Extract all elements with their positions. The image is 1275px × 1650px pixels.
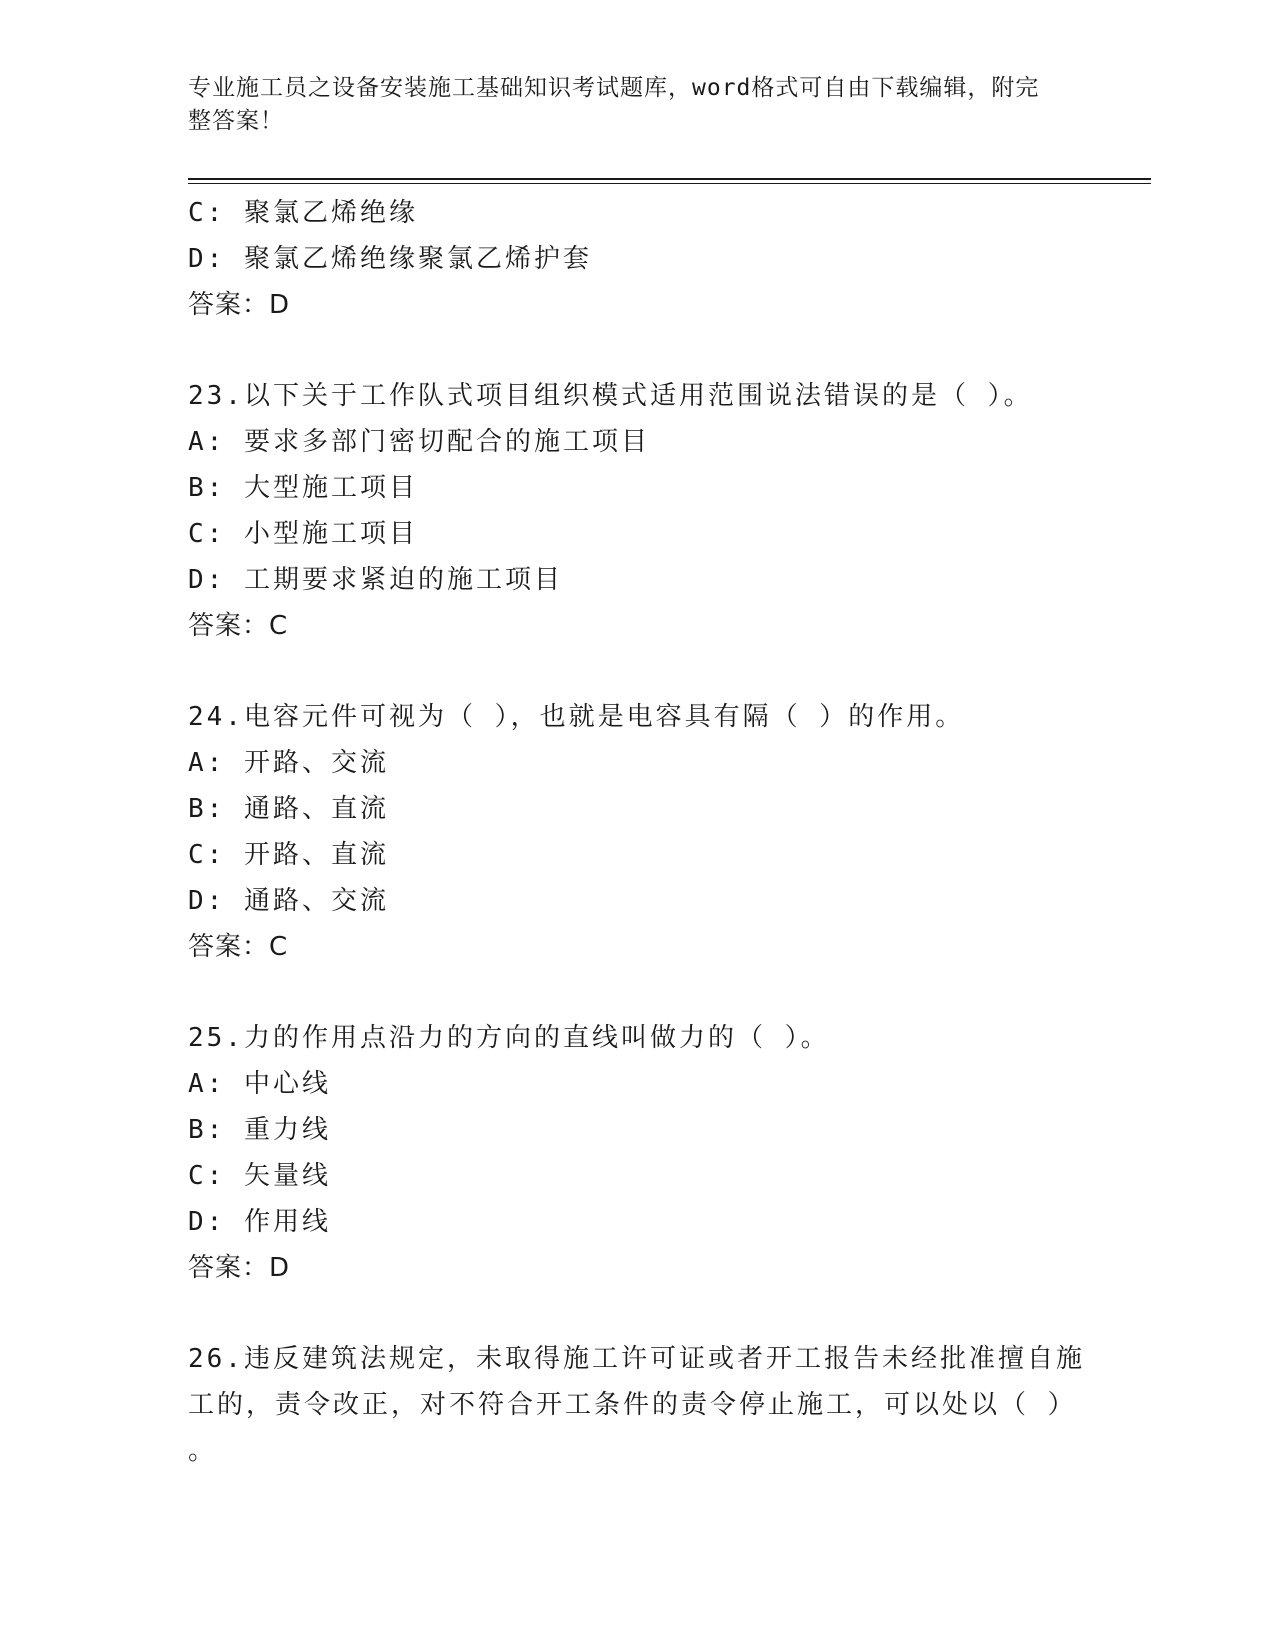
option-text: 重力线 [243, 1115, 331, 1145]
question-text: 力的作用点沿力的方向的直线叫做力的（ ）。 [243, 1023, 830, 1053]
option-text: 聚氯乙烯绝缘 [243, 198, 418, 228]
option-c [188, 511, 1088, 557]
question-25 [188, 1015, 1088, 1291]
answer-line: 答案：C [188, 932, 289, 962]
option-text: 大型施工项目 [243, 473, 418, 503]
spacer [188, 328, 1088, 373]
option-a [188, 1061, 1088, 1107]
option-text: 聚氯乙烯绝缘聚氯乙烯护套 [243, 244, 592, 274]
option-text: 作用线 [243, 1207, 331, 1237]
question-number: 23. [188, 381, 244, 411]
answer-line: 答案：D [188, 290, 291, 320]
option-text: 工期要求紧迫的施工项目 [243, 565, 563, 595]
option-letter: C: [188, 198, 226, 228]
question-stem-line-1 [188, 1336, 1088, 1382]
question-26 [188, 1336, 1088, 1474]
option-a [188, 419, 1088, 465]
option-d [188, 1199, 1088, 1245]
option-text: 开路、交流 [243, 748, 389, 778]
option-letter: B: [188, 794, 226, 824]
spacer [188, 970, 1088, 1015]
page-header [188, 72, 1078, 138]
option-text: 要求多部门密切配合的施工项目 [243, 427, 650, 457]
option-letter: C: [188, 840, 226, 870]
question-text: 违反建筑法规定，未取得施工许可证或者开工报告未经批准擅自施 [243, 1344, 1085, 1374]
question-24 [188, 694, 1088, 970]
option-letter: C: [188, 1161, 226, 1191]
question-list [188, 190, 1088, 1474]
option-text: 小型施工项目 [243, 519, 418, 549]
header-divider-thin [188, 183, 1151, 184]
option-b [188, 465, 1088, 511]
option-letter: B: [188, 473, 226, 503]
option-text: 通路、直流 [243, 794, 389, 824]
option-letter: D: [188, 565, 226, 595]
question-stem-line-3: 。 [188, 1436, 218, 1466]
option-letter: D: [188, 886, 226, 916]
header-text-line-1: 专业施工员之设备安装施工基础知识考试题库，word格式可自由下载编辑，附完 [188, 75, 1040, 101]
question-stem [188, 373, 1088, 419]
question-23 [188, 373, 1088, 649]
spacer [188, 649, 1088, 694]
question-stem [188, 1015, 1088, 1061]
header-text-line-2: 整答案！ [188, 108, 284, 134]
option-text: 中心线 [243, 1069, 331, 1099]
option-text: 矢量线 [243, 1161, 331, 1191]
answer-line: 答案：D [188, 1253, 291, 1283]
option-letter: A: [188, 1069, 226, 1099]
option-c [188, 190, 1088, 236]
option-b [188, 1107, 1088, 1153]
option-text: 通路、交流 [243, 886, 389, 916]
spacer [188, 1291, 1088, 1336]
option-letter: A: [188, 748, 226, 778]
question-number: 24. [188, 702, 244, 732]
question-number: 26. [188, 1344, 244, 1374]
option-c [188, 832, 1088, 878]
header-divider-thick [188, 178, 1151, 180]
option-letter: D: [188, 244, 226, 274]
option-c [188, 1153, 1088, 1199]
option-d [188, 557, 1088, 603]
option-b [188, 786, 1088, 832]
option-a [188, 740, 1088, 786]
option-letter: A: [188, 427, 226, 457]
option-text: 开路、直流 [243, 840, 389, 870]
question-stem-line-2: 工的，责令改正，对不符合开工条件的责令停止施工，可以处以（ ） [188, 1390, 1077, 1420]
option-letter: B: [188, 1115, 226, 1145]
option-d [188, 236, 1088, 282]
question-text: 以下关于工作队式项目组织模式适用范围说法错误的是（ ）。 [243, 381, 1033, 411]
question-text: 电容元件可视为（ ），也就是电容具有隔（ ）的作用。 [243, 702, 965, 732]
option-letter: C: [188, 519, 226, 549]
question-number: 25. [188, 1023, 244, 1053]
answer-line: 答案：C [188, 611, 289, 641]
option-d [188, 878, 1088, 924]
question-stem [188, 694, 1088, 740]
option-letter: D: [188, 1207, 226, 1237]
question-22-continued [188, 190, 1088, 328]
